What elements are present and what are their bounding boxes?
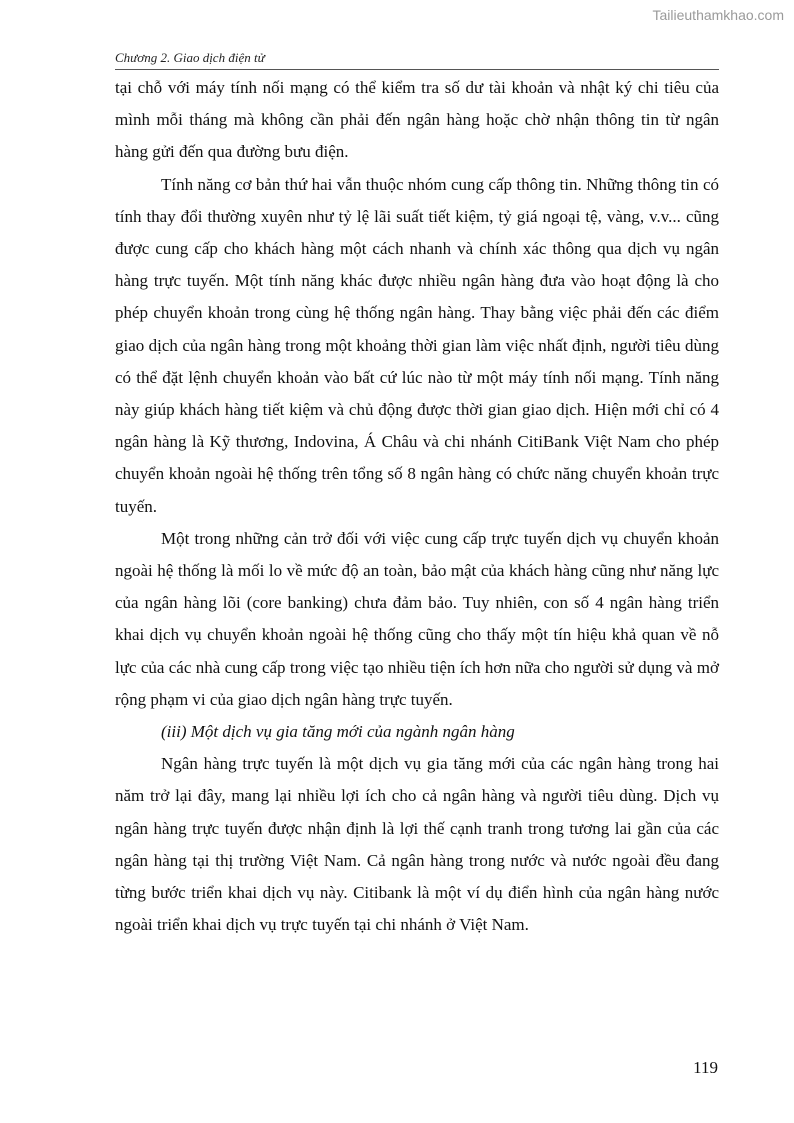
watermark: Tailieuthamkhao.com xyxy=(652,7,784,23)
chapter-header: Chương 2. Giao dịch điện tử xyxy=(115,50,265,65)
paragraph-1: tại chỗ với máy tính nối mạng có thể kiểm tra số dư tài khoản và nhật ký chi tiêu của mình mỗi tháng mà không cần phải đến ngân hàng hoặc chờ nhận thông tin từ ngân hàng gửi đến qua đường bưu điện. xyxy=(115,78,719,162)
page-body xyxy=(115,72,719,941)
paragraph-3: Một trong những cản trở đối với việc cung cấp trực tuyến dịch vụ chuyển khoản ngoài hệ thống là mối lo về mức độ an toàn, bảo mật của khách hàng cũng như năng lực của ngân hàng lõi (core banking) chưa đảm bảo. Tuy nhiên, con số 4 ngân hàng triển khai dịch vụ chuyển khoản ngoài hệ thống cũng cho thấy một tín hiệu khả quan về nỗ lực của các nhà cung cấp trong việc tạo nhiều tiện ích hơn nữa cho người sử dụng và mở rộng phạm vi của giao dịch ngân hàng trực tuyến. xyxy=(115,528,719,709)
paragraph-4: Ngân hàng trực tuyến là một dịch vụ gia tăng mới của các ngân hàng trong hai năm trở lại đây, mang lại nhiều lợi ích cho cả ngân hàng và người tiêu dùng. Dịch vụ ngân hàng trực tuyến được nhận định là lợi thế cạnh tranh trong tương lai gần của các ngân hàng tại thị trường Việt Nam. Cả ngân hàng trong nước và nước ngoài đều đang từng bước triển khai dịch vụ này. Citibank là một ví dụ điển hình của ngân hàng nước ngoài triển khai dịch vụ trực tuyến tại chi nhánh ở Việt Nam. xyxy=(115,754,719,935)
header-divider xyxy=(115,69,719,70)
paragraph-2: Tính năng cơ bản thứ hai vẫn thuộc nhóm cung cấp thông tin. Những thông tin có tính thay đổi thường xuyên như tỷ lệ lãi suất tiết kiệm, tỷ giá ngoại tệ, vàng, v.v... cũng được cung cấp cho khách hàng một cách nhanh và chính xác thông qua dịch vụ ngân hàng trực tuyến. Một tính năng khác được nhiều ngân hàng đưa vào hoạt động là cho phép chuyển khoản trong cùng hệ thống ngân hàng. Thay bằng việc phải đến các điểm giao dịch của ngân hàng trong một khoảng thời gian làm việc nhất định, người tiêu dùng có thể đặt lệnh chuyển khoản vào bất cứ lúc nào từ một máy tính nối mạng. Tính năng này giúp khách hàng tiết kiệm và chủ động được thời gian giao dịch. Hiện mới chỉ có 4 ngân hàng là Kỹ thương, Indovina, Á Châu và chi nhánh CitiBank Việt Nam cho phép chuyển khoản ngoài hệ thống trên tổng số 8 ngân hàng có chức năng chuyển khoản trực tuyến. xyxy=(115,174,719,516)
page-number: 119 xyxy=(693,1058,718,1077)
section-subheading: (iii) Một dịch vụ gia tăng mới của ngành ngân hàng xyxy=(161,722,515,742)
